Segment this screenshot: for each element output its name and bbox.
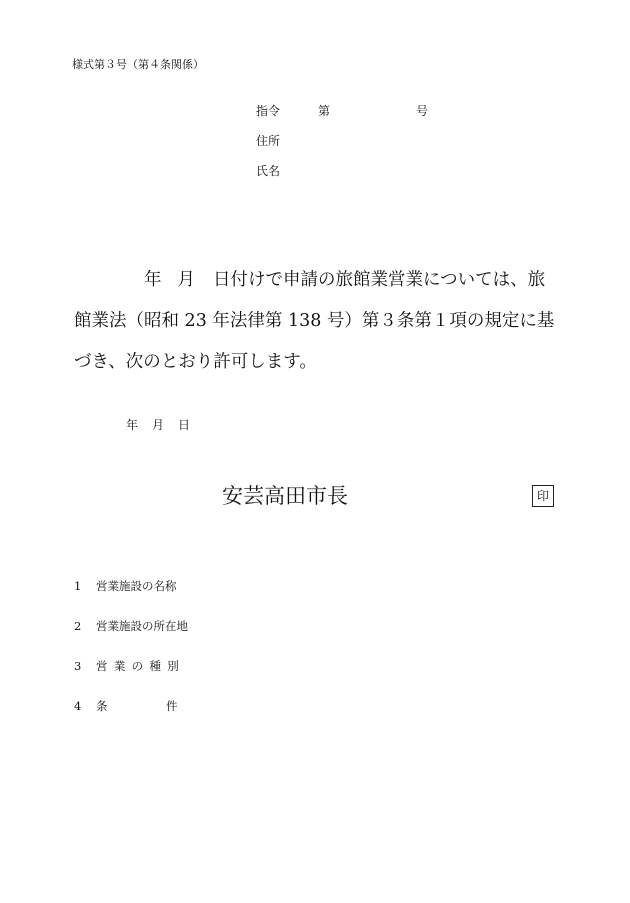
body-year: 年 (144, 270, 162, 290)
item-number: 3 (74, 659, 82, 673)
name-label: 氏名 (256, 164, 281, 178)
date-day: 日 (178, 418, 191, 432)
form-number: 様式第３号（第４条関係） (72, 58, 204, 71)
list-item (74, 658, 185, 674)
item-label-a: 条 (96, 699, 108, 713)
body-line-1 (74, 260, 554, 301)
item-label: 営業の種別 (96, 659, 186, 673)
item-label-b: 件 (166, 699, 178, 713)
list-item (74, 618, 188, 634)
issuer-name: 安芸高田市長 (222, 484, 348, 508)
list-item (74, 578, 177, 594)
address-label: 住所 (256, 134, 281, 148)
body-line-2: 館業法（昭和 23 年法律第 138 号）第３条第１項の規定に基 (74, 311, 555, 331)
body-month: 月 (177, 270, 195, 290)
seal-box: 印 (532, 485, 554, 507)
issue-date (126, 416, 190, 433)
shirei-label: 指令 (256, 104, 281, 118)
date-month: 月 (152, 418, 165, 432)
body-line-3: づき、次のとおり許可します。 (74, 352, 317, 372)
item-label: 営業施設の名称 (96, 579, 177, 593)
item-label: 営業施設の所在地 (96, 619, 188, 633)
item-number: 4 (74, 699, 82, 713)
date-year: 年 (126, 418, 139, 432)
shirei-dai: 第 (318, 104, 331, 118)
shirei-go: 号 (416, 104, 429, 118)
body-day-text: 日付けで申請の旅館業営業については、旅 (213, 270, 546, 290)
item-number: 1 (74, 579, 82, 593)
permit-body-text (74, 260, 554, 383)
list-item (74, 698, 178, 714)
item-number: 2 (74, 619, 82, 633)
